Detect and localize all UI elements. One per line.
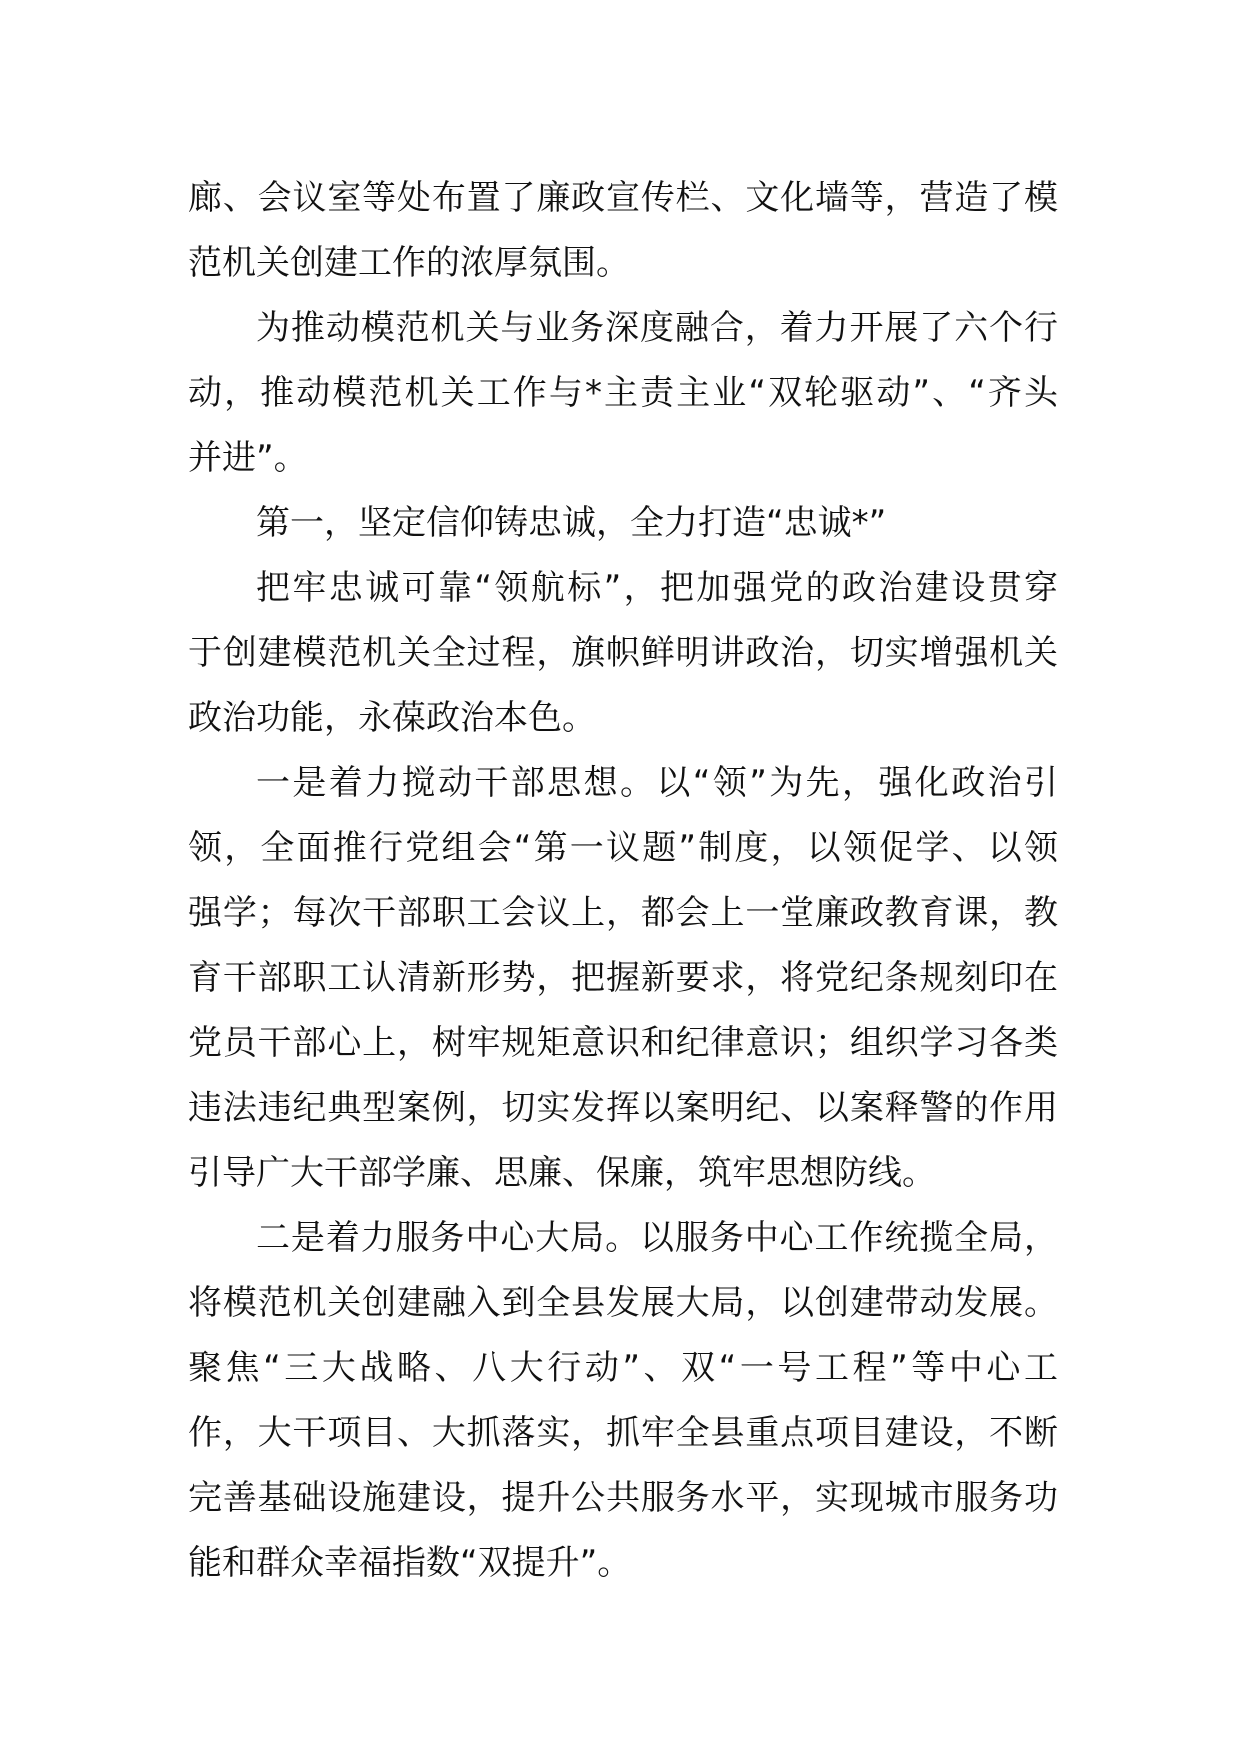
section-heading: 第一，坚定信仰铸忠诚，全力打造“忠诚*” xyxy=(256,503,887,543)
text-line: 领，全面推行党组会“第一议题”制度，以领促学、以领 xyxy=(188,828,1058,868)
text-line: 把牢忠诚可靠“领航标”，把加强党的政治建设贯穿 xyxy=(256,568,1058,608)
text-line: 育干部职工认清新形势，把握新要求，将党纪条规刻印在 xyxy=(188,958,1058,998)
text-line: 聚焦“三大战略、八大行动”、双“一号工程”等中心工 xyxy=(188,1348,1058,1388)
text-line: 完善基础设施建设，提升公共服务水平，实现城市服务功 xyxy=(188,1478,1058,1518)
document-body xyxy=(188,166,1058,1596)
text-line: 并进”。 xyxy=(188,438,308,478)
text-line: 能和群众幸福指数“双提升”。 xyxy=(188,1543,632,1583)
text-line: 二是着力服务中心大局。以服务中心工作统揽全局， xyxy=(256,1218,1058,1258)
text-line: 作，大干项目、大抓落实，抓牢全县重点项目建设，不断 xyxy=(188,1413,1058,1453)
text-line: 一是着力搅动干部思想。以“领”为先，强化政治引 xyxy=(256,763,1058,803)
text-line: 政治功能，永葆政治本色。 xyxy=(188,698,596,738)
text-line: 引导广大干部学廉、思廉、保廉，筑牢思想防线。 xyxy=(188,1153,936,1193)
text-line: 强学；每次干部职工会议上，都会上一堂廉政教育课，教 xyxy=(188,893,1058,933)
text-line: 于创建模范机关全过程，旗帜鲜明讲政治，切实增强机关 xyxy=(188,633,1058,673)
text-line: 范机关创建工作的浓厚氛围。 xyxy=(188,243,630,283)
text-line: 为推动模范机关与业务深度融合，着力开展了六个行 xyxy=(256,308,1058,348)
text-line: 党员干部心上，树牢规矩意识和纪律意识；组织学习各类 xyxy=(188,1023,1058,1063)
text-line: 廊、会议室等处布置了廉政宣传栏、文化墙等，营造了模 xyxy=(188,178,1058,218)
text-line: 动，推动模范机关工作与*主责主业“双轮驱动”、“齐头 xyxy=(188,373,1058,413)
text-line: 违法违纪典型案例，切实发挥以案明纪、以案释警的作用 xyxy=(188,1088,1058,1128)
text-line: 将模范机关创建融入到全县发展大局，以创建带动发展。 xyxy=(188,1283,1058,1323)
